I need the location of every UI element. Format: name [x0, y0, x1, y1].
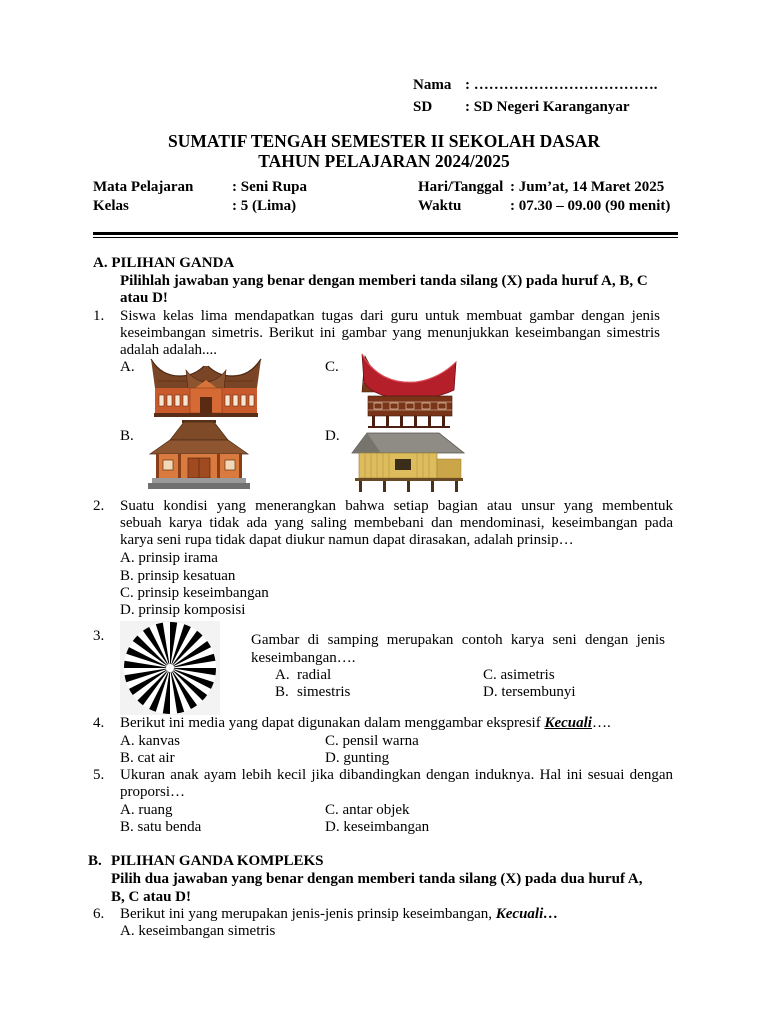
option-a: A. ruang — [120, 802, 173, 818]
question-2-text-line: Suatu kondisi yang menerangkan bahwa setiap bagian atau unsur yang membentuk — [120, 498, 673, 514]
house-b-base — [152, 478, 246, 483]
house-b-upper-roof — [170, 422, 228, 440]
bamboo-hut-icon — [347, 432, 465, 493]
sd-label: SD — [413, 99, 433, 115]
option-a-label: A. — [120, 359, 135, 375]
option-d: D. keseimbangan — [325, 819, 430, 835]
nama-label: Nama — [413, 77, 452, 93]
house-d-porch — [437, 459, 461, 478]
option-d-label: D. — [325, 428, 340, 444]
option-a: A. prinsip irama — [120, 550, 218, 566]
section-a-instruction-line: Pilihlah jawaban yang benar dengan memberi tanda silang (X) pada huruf A, B, C — [120, 273, 648, 289]
date-label: Hari/Tanggal — [418, 179, 504, 195]
radial-center — [166, 664, 174, 672]
house-d-window — [395, 459, 411, 470]
option-c: C. antar objek — [325, 802, 410, 818]
subject-label: Mata Pelajaran — [93, 179, 194, 195]
option-b: B. satu benda — [120, 819, 202, 835]
house-b-window-right — [225, 460, 235, 470]
house-b-window-left — [163, 460, 173, 470]
house-b-steps — [148, 483, 250, 489]
option-b: B. prinsip kesatuan — [120, 568, 236, 584]
option-c-label: C. — [325, 359, 339, 375]
question-6-emphasis: Kecuali… — [495, 906, 559, 922]
option-c: C. prinsip keseimbangan — [120, 585, 269, 601]
house-d-stilts — [359, 481, 458, 492]
joglo-house-icon — [148, 420, 250, 490]
question-6-text — [120, 906, 558, 923]
option-d: D. tersembunyi — [483, 684, 576, 700]
option-c: C. asimetris — [483, 667, 555, 683]
time-label: Waktu — [418, 198, 462, 214]
sd-value: : SD Negeri Karanganyar — [465, 99, 630, 115]
option-b-label: B. — [120, 428, 134, 444]
question-number: 1. — [93, 308, 105, 324]
option-c: C. pensil warna — [325, 733, 419, 749]
house-c-roof — [362, 354, 456, 399]
house-a-base — [154, 413, 258, 417]
question-4-emphasis: Kecuali — [544, 715, 592, 731]
option-b-label: B. — [275, 684, 289, 700]
question-number: 4. — [93, 715, 105, 731]
option-a-text: radial — [297, 667, 332, 683]
question-3-text-line: keseimbangan…. — [251, 650, 356, 666]
exam-title: SUMATIF TENGAH SEMESTER II SEKOLAH DASAR — [168, 131, 600, 151]
section-a-heading: A. PILIHAN GANDA — [93, 255, 235, 271]
header-divider-thin — [93, 237, 678, 238]
question-2-text-line: sebuah karya tidak ada yang saling membebani dan mendominasi, keseimbangan pada — [120, 515, 673, 531]
question-4-text-end: …. — [591, 715, 611, 731]
house-b-lower-roof — [150, 440, 248, 454]
house-d-floor — [355, 478, 463, 481]
time-value: : 07.30 – 09.00 (90 menit) — [510, 198, 671, 214]
question-3-text-line: Gambar di samping merupakan contoh karya seni dengan jenis — [251, 632, 665, 648]
option-b: B. cat air — [120, 750, 175, 766]
section-b-instruction-line: B, C atau D! — [111, 889, 192, 905]
house-a-door — [200, 397, 212, 413]
question-number: 2. — [93, 498, 105, 514]
question-1-text-line: keseimbangan simetris. Berikut ini gambar yang menunjukkan keseimbangan simestris — [120, 325, 660, 341]
section-a-instruction-line: atau D! — [120, 290, 168, 306]
rumah-gadang-icon — [150, 357, 262, 420]
nama-value: : ………………………………. — [465, 77, 658, 93]
question-4-text-main: Berikut ini media yang dapat digunakan dalam menggambar ekspresif — [120, 715, 545, 731]
section-b-letter: B. — [88, 853, 102, 869]
option-b-text: simestris — [297, 684, 351, 700]
question-5-text-line: Ukuran anak ayam lebih kecil jika dibandingkan dengan induknya. Hal ini sesuai dengan — [120, 767, 673, 783]
class-label: Kelas — [93, 198, 129, 214]
house-c-wall — [368, 396, 452, 416]
option-d: D. prinsip komposisi — [120, 602, 246, 618]
question-5-text-line: proporsi… — [120, 784, 185, 800]
option-a: A. kanvas — [120, 733, 180, 749]
radial-balance-icon — [120, 621, 220, 715]
question-2-text-line: karya seni rupa tidak dapat diukur namun dapat dirasakan, adalah prinsip… — [120, 532, 574, 548]
exam-year: TAHUN PELAJARAN 2024/2025 — [258, 151, 510, 171]
header-divider-thick — [93, 232, 678, 235]
section-b-instruction-line: Pilih dua jawaban yang benar dengan memberi tanda silang (X) pada dua huruf A, — [111, 871, 643, 887]
question-4-text — [120, 715, 611, 732]
question-number: 6. — [93, 906, 105, 922]
question-number: 3. — [93, 628, 105, 644]
option-a: A. keseimbangan simetris — [120, 923, 276, 939]
section-b-heading: PILIHAN GANDA KOMPLEKS — [111, 853, 324, 869]
option-d: D. gunting — [325, 750, 390, 766]
question-number: 5. — [93, 767, 105, 783]
option-a-label: A. — [275, 667, 290, 683]
class-value: : 5 (Lima) — [232, 198, 297, 214]
date-value: : Jum’at, 14 Maret 2025 — [510, 179, 665, 195]
house-c-stilts — [368, 416, 450, 428]
question-1-text-line: Siswa kelas lima mendapatkan tugas dari guru untuk membuat gambar dengan jenis — [120, 308, 660, 324]
question-1-text-line: adalah adalah.... — [120, 342, 218, 358]
subject-value: : Seni Rupa — [232, 179, 308, 195]
question-6-text-main: Berikut ini yang merupakan jenis-jenis prinsip keseimbangan, — [120, 906, 496, 922]
traditional-red-roof-house-icon — [360, 352, 458, 430]
